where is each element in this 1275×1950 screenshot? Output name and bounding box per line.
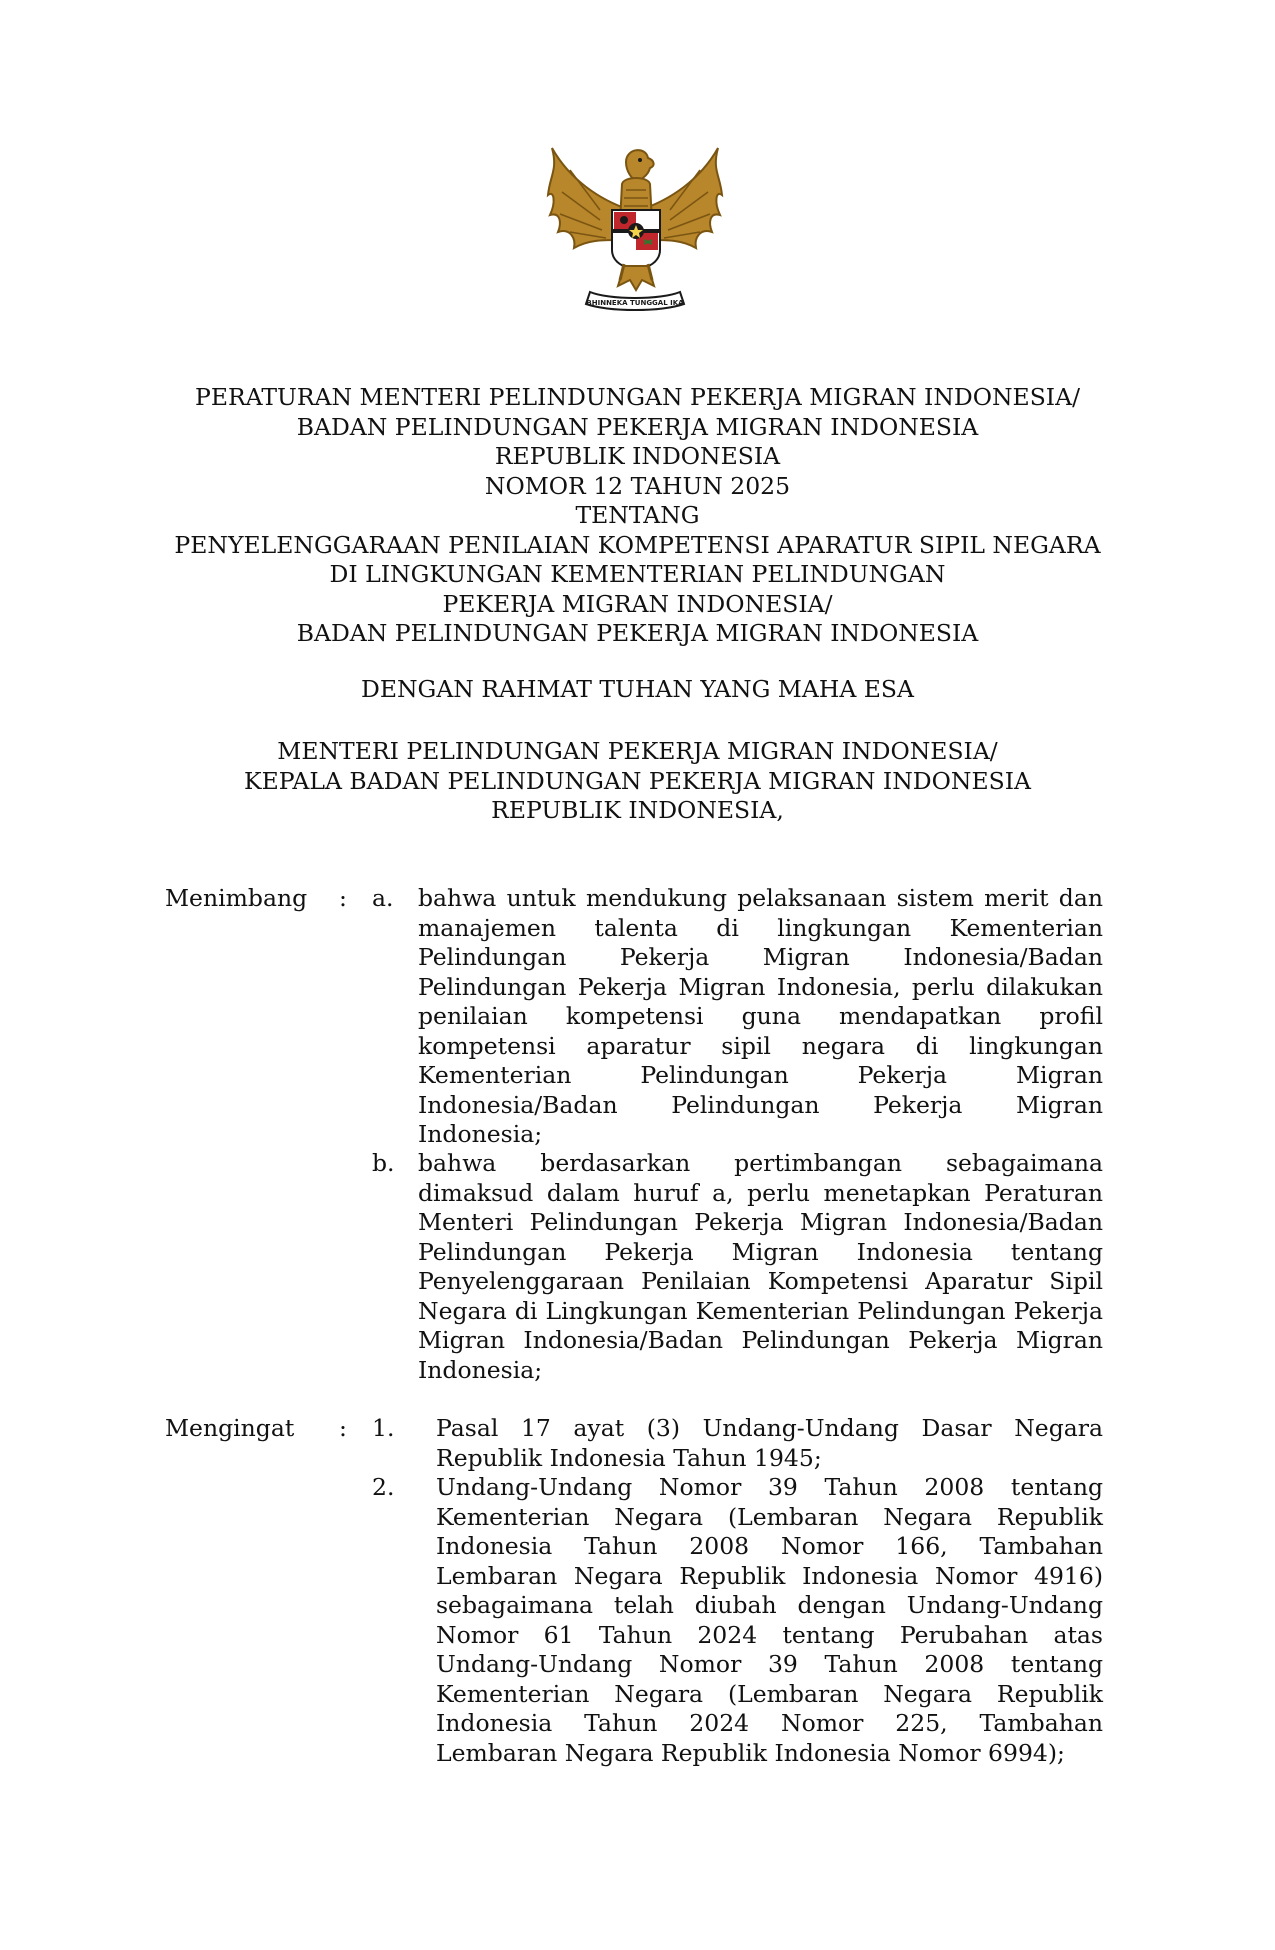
regulation-title xyxy=(120,383,1155,649)
mengingat-item-text xyxy=(436,1414,1103,1473)
text-line: Pelindungan Pekerja Migran Indonesia/Badan xyxy=(418,943,1103,971)
text-line: Migran Indonesia/Badan Pelindungan Pekerja Migran xyxy=(418,1326,1103,1354)
text-line: Nomor 61 Tahun 2024 tentang Perubahan atas xyxy=(436,1620,1103,1649)
minister-heading xyxy=(120,737,1155,826)
menimbang-item-text xyxy=(418,884,1103,1150)
text-line: Negara di Lingkungan Kementerian Pelindungan Pekerja xyxy=(418,1296,1103,1325)
text-line: Pasal 17 ayat (3) Undang-Undang Dasar Negara xyxy=(436,1414,1103,1442)
garuda-emblem-icon xyxy=(540,140,730,320)
text-line: Indonesia/Badan Pelindungan Pekerja Migran xyxy=(418,1090,1103,1119)
svg-text:BHINNEKA TUNGGAL IKA: BHINNEKA TUNGGAL IKA xyxy=(586,299,684,307)
mengingat-item-text xyxy=(436,1473,1103,1768)
menimbang-item-text xyxy=(418,1149,1103,1385)
text-line: Menteri Pelindungan Pekerja Migran Indonesia/Badan xyxy=(418,1208,1103,1236)
text-line: Undang-Undang Nomor 39 Tahun 2008 tentang xyxy=(436,1650,1103,1678)
title-line: DI LINGKUNGAN KEMENTERIAN PELINDUNGAN xyxy=(329,560,946,588)
title-line: PERATURAN MENTERI PELINDUNGAN PEKERJA MIGRAN INDONESIA/ xyxy=(195,383,1080,411)
title-line: BADAN PELINDUNGAN PEKERJA MIGRAN INDONESIA xyxy=(296,619,979,647)
title-line: REPUBLIK INDONESIA xyxy=(494,442,781,470)
menimbang-item-marker: b. xyxy=(372,1149,395,1177)
rahmat-heading xyxy=(120,675,1155,705)
text-line: Pelindungan Pekerja Migran Indonesia, perlu dilakukan xyxy=(418,972,1103,1001)
text-line: kompetensi aparatur sipil negara di lingkungan xyxy=(418,1031,1103,1060)
minister-line: KEPALA BADAN PELINDUNGAN PEKERJA MIGRAN INDONESIA xyxy=(244,766,1031,795)
title-line: PEKERJA MIGRAN INDONESIA/ xyxy=(442,589,833,618)
text-line: Undang-Undang Nomor 39 Tahun 2008 tentang xyxy=(436,1473,1103,1501)
rahmat-line: DENGAN RAHMAT TUHAN YANG MAHA ESA xyxy=(360,675,915,703)
text-line: Kementerian Negara (Lembaran Negara Republik xyxy=(436,1502,1103,1531)
title-line: BADAN PELINDUNGAN PEKERJA MIGRAN INDONESIA xyxy=(296,412,979,441)
mengingat-item-marker: 1. xyxy=(372,1414,395,1442)
text-line: Penyelenggaraan Penilaian Kompetensi Aparatur Sipil xyxy=(418,1267,1103,1295)
text-line: Indonesia; xyxy=(418,1120,543,1148)
text-line: dimaksud dalam huruf a, perlu menetapkan Peraturan xyxy=(418,1178,1103,1207)
text-line: Indonesia; xyxy=(418,1355,543,1384)
mengingat-colon: : xyxy=(339,1414,347,1442)
text-line: Indonesia Tahun 2024 Nomor 225, Tambahan xyxy=(436,1709,1103,1737)
text-line: Republik Indonesia Tahun 1945; xyxy=(436,1443,822,1472)
minister-line: REPUBLIK INDONESIA, xyxy=(491,796,784,824)
menimbang-colon: : xyxy=(339,884,347,912)
text-line: penilaian kompetensi guna mendapatkan profil xyxy=(418,1002,1103,1030)
text-line: bahwa berdasarkan pertimbangan sebagaimana xyxy=(418,1149,1103,1177)
text-line: Kementerian Pelindungan Pekerja Migran xyxy=(418,1061,1103,1089)
title-line: NOMOR 12 TAHUN 2025 xyxy=(484,471,791,500)
menimbang-label: Menimbang xyxy=(165,884,308,912)
mengingat-label: Mengingat xyxy=(165,1414,295,1442)
text-line: bahwa untuk mendukung pelaksanaan sistem merit dan xyxy=(418,884,1103,912)
mengingat-item-marker: 2. xyxy=(372,1473,395,1501)
menimbang-item-marker: a. xyxy=(372,884,394,912)
minister-line: MENTERI PELINDUNGAN PEKERJA MIGRAN INDONESIA/ xyxy=(277,737,998,765)
title-line: PENYELENGGARAAN PENILAIAN KOMPETENSI APARATUR SIPIL NEGARA xyxy=(174,530,1101,559)
text-line: Lembaran Negara Republik Indonesia Nomor 4916) xyxy=(436,1561,1103,1590)
text-line: Lembaran Negara Republik Indonesia Nomor 6994); xyxy=(436,1738,1065,1767)
text-line: Pelindungan Pekerja Migran Indonesia tentang xyxy=(418,1237,1103,1266)
text-line: manajemen talenta di lingkungan Kementerian xyxy=(418,913,1103,942)
text-line: sebagaimana telah diubah dengan Undang-Undang xyxy=(436,1591,1103,1619)
text-line: Kementerian Negara (Lembaran Negara Republik xyxy=(436,1679,1103,1708)
text-line: Indonesia Tahun 2008 Nomor 166, Tambahan xyxy=(436,1532,1103,1560)
title-line: TENTANG xyxy=(575,501,700,529)
